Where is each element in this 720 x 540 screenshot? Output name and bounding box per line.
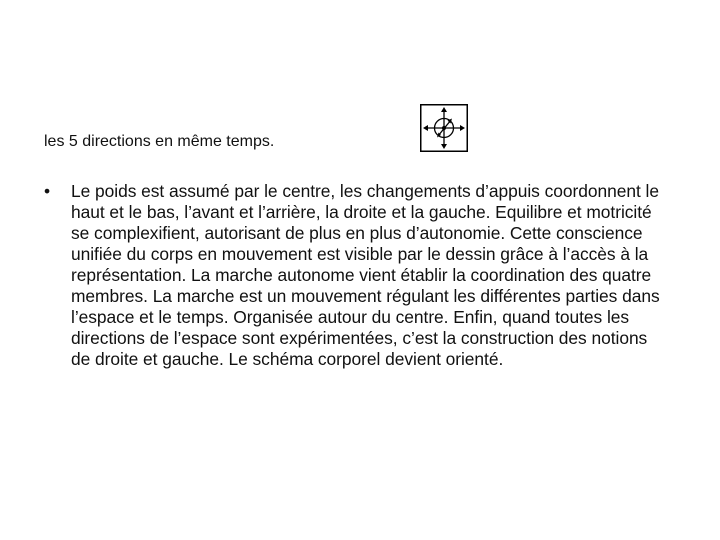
bullet-list (44, 181, 664, 370)
five-directions-icon (420, 104, 468, 152)
bullet-text: Le poids est assumé par le centre, les changements d’appuis coordonnent le haut et le bas, l’avant et l’arrière, la droite et la gauche. Equilibre et motricité se complexifient, autorisant de plus en plus d’autonomie. Cette conscience unifiée du corps en mouvement est visible par le dessin grâce à l’accès à la représentation. La marche autonome vient établir la coordination des quatre membres. La marche est un mouvement régulant les différentes parties dans l’espace et le temps. Organisée autour du centre. Enfin, quand toutes les directions de l’espace sont expérimentées, c’est la construction des notions de droite et gauche. Le schéma corporel devient orienté. (71, 181, 660, 369)
slide-heading: les 5 directions en même temps. (44, 133, 275, 150)
bullet-item (44, 181, 664, 370)
bullet-mark: • (44, 181, 51, 201)
